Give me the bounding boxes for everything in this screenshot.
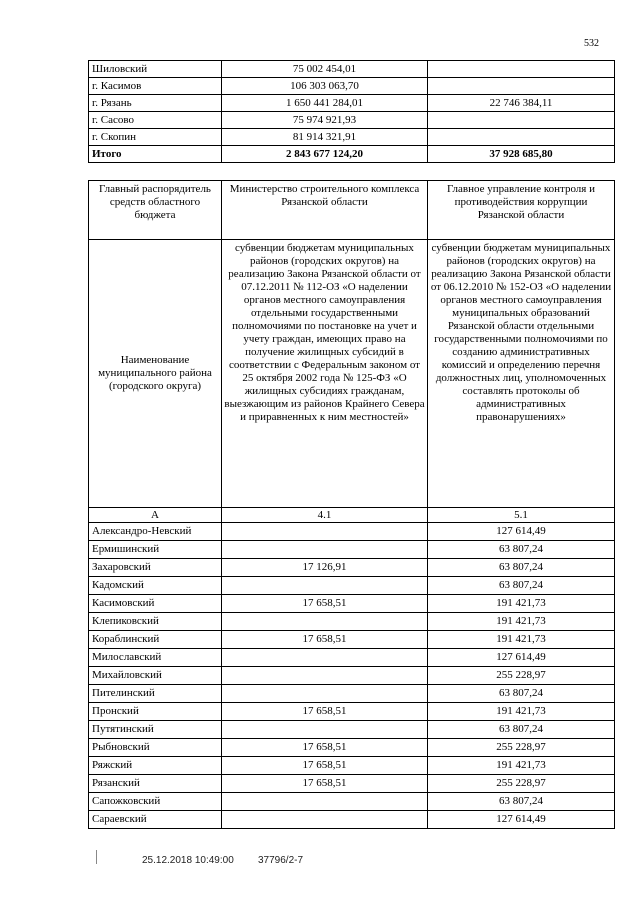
municipality-name: Путятинский bbox=[89, 721, 222, 739]
table-row bbox=[89, 649, 615, 667]
table-row bbox=[89, 631, 615, 649]
table-row bbox=[89, 703, 615, 721]
summary-table-body bbox=[89, 61, 615, 163]
admin-commission-subvention-amount: 191 421,73 bbox=[428, 703, 615, 721]
table-row bbox=[89, 721, 615, 739]
summary-name: г. Касимов bbox=[89, 78, 222, 95]
header-budget-manager: Главный распорядитель средств областного бюджета bbox=[89, 181, 222, 240]
table-row bbox=[89, 757, 615, 775]
municipality-name: Пронский bbox=[89, 703, 222, 721]
admin-commission-subvention-amount: 255 228,97 bbox=[428, 667, 615, 685]
housing-subvention-amount bbox=[222, 685, 428, 703]
summary-row bbox=[89, 129, 615, 146]
footer-timestamp: 25.12.2018 10:49:00 bbox=[142, 855, 234, 866]
summary-value-col1: 106 303 063,70 bbox=[222, 78, 428, 95]
summary-value-col2 bbox=[428, 112, 615, 129]
admin-commission-subvention-amount: 63 807,24 bbox=[428, 793, 615, 811]
housing-subvention-amount bbox=[222, 811, 428, 829]
summary-total-label: Итого bbox=[89, 146, 222, 163]
summary-name: г. Сасово bbox=[89, 112, 222, 129]
table-row bbox=[89, 577, 615, 595]
housing-subvention-amount: 17 658,51 bbox=[222, 757, 428, 775]
summary-name: г. Скопин bbox=[89, 129, 222, 146]
table-row bbox=[89, 685, 615, 703]
admin-commission-subvention-amount: 63 807,24 bbox=[428, 685, 615, 703]
footer-divider bbox=[96, 850, 97, 864]
housing-subvention-amount bbox=[222, 667, 428, 685]
municipality-name: Касимовский bbox=[89, 595, 222, 613]
municipality-name: Рязанский bbox=[89, 775, 222, 793]
summary-value-col1: 1 650 441 284,01 bbox=[222, 95, 428, 112]
column-number-row bbox=[89, 508, 615, 523]
table-row bbox=[89, 613, 615, 631]
description-row bbox=[89, 240, 615, 508]
summary-total-col2: 37 928 685,80 bbox=[428, 146, 615, 163]
admin-commission-subvention-amount: 191 421,73 bbox=[428, 631, 615, 649]
column-number-a: А bbox=[89, 508, 222, 523]
housing-subvention-amount: 17 658,51 bbox=[222, 739, 428, 757]
admin-commission-subvention-amount: 63 807,24 bbox=[428, 577, 615, 595]
summary-table bbox=[88, 60, 615, 163]
admin-commission-subvention-amount: 255 228,97 bbox=[428, 739, 615, 757]
footer-doc-code: 37796/2-7 bbox=[258, 855, 304, 866]
summary-value-col1: 75 974 921,93 bbox=[222, 112, 428, 129]
municipality-column-label: Наименование муниципального района (городского округа) bbox=[89, 240, 222, 508]
housing-subvention-amount: 17 658,51 bbox=[222, 631, 428, 649]
municipality-name: Ермишинский bbox=[89, 541, 222, 559]
housing-subvention-amount: 17 658,51 bbox=[222, 775, 428, 793]
municipality-name: Александро-Невский bbox=[89, 523, 222, 541]
municipality-name: Кадомский bbox=[89, 577, 222, 595]
subventions-table bbox=[88, 180, 615, 829]
table-row bbox=[89, 739, 615, 757]
subventions-table-body bbox=[89, 240, 615, 829]
admin-commission-subvention-amount: 127 614,49 bbox=[428, 811, 615, 829]
municipality-name: Пителинский bbox=[89, 685, 222, 703]
summary-value-col1: 75 002 454,01 bbox=[222, 61, 428, 78]
admin-commission-subvention-amount: 191 421,73 bbox=[428, 757, 615, 775]
municipality-name: Рыбновский bbox=[89, 739, 222, 757]
housing-subvention-amount: 17 126,91 bbox=[222, 559, 428, 577]
housing-subvention-amount bbox=[222, 793, 428, 811]
table-row bbox=[89, 775, 615, 793]
header-anticorruption-department: Главное управление контроля и противодействия коррупции Рязанской области bbox=[428, 181, 615, 240]
municipality-name: Сараевский bbox=[89, 811, 222, 829]
column-number-c: 5.1 bbox=[428, 508, 615, 523]
municipality-name: Клепиковский bbox=[89, 613, 222, 631]
summary-value-col2 bbox=[428, 129, 615, 146]
summary-row bbox=[89, 61, 615, 78]
subvention-description-admin-commissions: субвенции бюджетам муниципальных районов (городских округов) на реализацию Закона Рязанской области от 06.12.2010 № 152-ОЗ «О наделении органов местного самоуправления муниципальных образований Рязанской области отдельными государственными полномочиями по созданию административных комиссий и определению перечня должностных лиц, уполномоченных составлять протоколы об административных правонарушениях» bbox=[428, 240, 615, 508]
housing-subvention-amount bbox=[222, 577, 428, 595]
municipality-name: Сапожковский bbox=[89, 793, 222, 811]
table-row bbox=[89, 811, 615, 829]
summary-value-col1: 81 914 321,91 bbox=[222, 129, 428, 146]
table-row bbox=[89, 559, 615, 577]
municipality-name: Милославский bbox=[89, 649, 222, 667]
summary-value-col2 bbox=[428, 78, 615, 95]
housing-subvention-amount bbox=[222, 541, 428, 559]
housing-subvention-amount bbox=[222, 649, 428, 667]
header-row bbox=[89, 181, 615, 240]
admin-commission-subvention-amount: 255 228,97 bbox=[428, 775, 615, 793]
housing-subvention-amount bbox=[222, 613, 428, 631]
housing-subvention-amount bbox=[222, 523, 428, 541]
summary-name: г. Рязань bbox=[89, 95, 222, 112]
header-construction-ministry: Министерство строительного комплекса Рязанской области bbox=[222, 181, 428, 240]
subvention-description-housing: субвенции бюджетам муниципальных районов (городских округов) на реализацию Закона Рязанской области от 07.12.2011 № 112-ОЗ «О наделении органов местного самоуправления отдельными государственными полномочиями по постановке на учет и учету граждан, имеющих право на получение жилищных субсидий в соответствии с Федеральным законом от 25 октября 2002 года № 125-ФЗ «О жилищных субсидиях гражданам, выезжающим из районов Крайнего Севера и приравненных к ним местностей» bbox=[222, 240, 428, 508]
summary-total-col1: 2 843 677 124,20 bbox=[222, 146, 428, 163]
admin-commission-subvention-amount: 63 807,24 bbox=[428, 541, 615, 559]
housing-subvention-amount: 17 658,51 bbox=[222, 703, 428, 721]
admin-commission-subvention-amount: 127 614,49 bbox=[428, 523, 615, 541]
municipality-name: Ряжский bbox=[89, 757, 222, 775]
column-number-b: 4.1 bbox=[222, 508, 428, 523]
housing-subvention-amount: 17 658,51 bbox=[222, 595, 428, 613]
summary-row bbox=[89, 78, 615, 95]
table-row bbox=[89, 523, 615, 541]
page-number: 532 bbox=[584, 38, 599, 49]
summary-row bbox=[89, 112, 615, 129]
table-row bbox=[89, 595, 615, 613]
municipality-name: Михайловский bbox=[89, 667, 222, 685]
municipality-name: Кораблинский bbox=[89, 631, 222, 649]
admin-commission-subvention-amount: 63 807,24 bbox=[428, 559, 615, 577]
housing-subvention-amount bbox=[222, 721, 428, 739]
table-row bbox=[89, 793, 615, 811]
admin-commission-subvention-amount: 63 807,24 bbox=[428, 721, 615, 739]
summary-row bbox=[89, 95, 615, 112]
admin-commission-subvention-amount: 127 614,49 bbox=[428, 649, 615, 667]
municipality-name: Захаровский bbox=[89, 559, 222, 577]
summary-name: Шиловский bbox=[89, 61, 222, 78]
admin-commission-subvention-amount: 191 421,73 bbox=[428, 613, 615, 631]
admin-commission-subvention-amount: 191 421,73 bbox=[428, 595, 615, 613]
summary-value-col2: 22 746 384,11 bbox=[428, 95, 615, 112]
table-row bbox=[89, 541, 615, 559]
summary-value-col2 bbox=[428, 61, 615, 78]
table-row bbox=[89, 667, 615, 685]
summary-total-row bbox=[89, 146, 615, 163]
